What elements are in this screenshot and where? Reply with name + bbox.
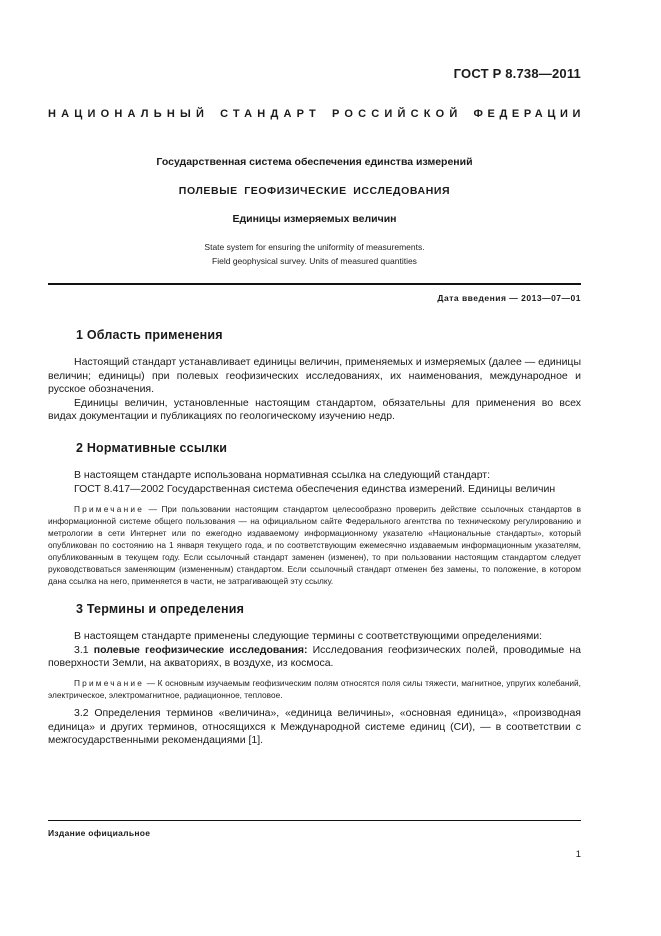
- section-heading: 2 Нормативные ссылки: [76, 440, 228, 455]
- term-definition: [48, 644, 581, 671]
- term-name: полевые геофизические исследования:: [93, 643, 308, 656]
- note-text: — К основным изучаемым геофизическим полям относятся поля силы тяжести, магнитное, упругих колебаний, электрическое, электромагнитное, радиационное, тепловое.: [48, 677, 581, 700]
- english-title-line-2: Field geophysical survey. Units of measured quantities: [212, 256, 417, 266]
- note-label: Примечание: [74, 677, 145, 688]
- english-title-line-1: State system for ensuring the uniformity of measurements.: [204, 242, 425, 252]
- introduction-date: Дата введения — 2013—07—01: [437, 293, 581, 303]
- banner-word: НАЦИОНАЛЬНЫЙ: [48, 108, 210, 120]
- edition-label: Издание официальное: [48, 828, 151, 838]
- title-divider: [48, 283, 581, 285]
- section-heading: 3 Термины и определения: [76, 602, 245, 617]
- sub-title: Единицы измеряемых величин: [232, 213, 397, 225]
- document-code: ГОСТ Р 8.738—2011: [453, 66, 581, 81]
- paragraph: Настоящий стандарт устанавливает единицы величин, применяемых и измеряемых (далее — единицы величин; единицы) при полевых геофизических исследованиях, их наименования, международное и русское обозначения.: [48, 356, 581, 396]
- paragraph: 3.2 Определения терминов «величина», «единица величины», «основная единица», «производная единица» и других терминов, относящихся к Международной системе единиц (СИ), — в соответствии с межгосударственными рекомендациями [1].: [48, 706, 581, 747]
- page-number: 1: [575, 849, 581, 860]
- note: [48, 677, 581, 701]
- standard-banner: [48, 108, 585, 120]
- system-title: Государственная система обеспечения единства измерений: [156, 156, 473, 168]
- note: [48, 503, 581, 587]
- paragraph: В настоящем стандарте использована нормативная ссылка на следующий стандарт:: [74, 468, 491, 481]
- document-body: [48, 328, 581, 748]
- note-text: — При пользовании настоящим стандартом целесообразно проверить действие ссылочных стандартов в информационной системе общего пользования — на официальном сайте Федерального агентства по техническому регулированию и метрологии в сети Интернет или по ежегодно издаваемому информационному указателю «Национальные стандарты», который опубликован по состоянию на 1 января текущего года, и по соответствующим ежемесячно издаваемым информационным указателям, опубликованным в текущем году. Если ссылочный стандарт заменен (изменен), то при пользовании настоящим стандартом следует руководствоваться заменяющим (измененным) стандартом. Если ссылочный стандарт отменен без замены, то положение, в котором дана ссылка на него, применяется в части, не затрагивающей эту ссылку.: [48, 504, 581, 587]
- paragraph: В настоящем стандарте применены следующие термины с соответствующими определениями:: [74, 630, 543, 643]
- section-heading: 1 Область применения: [76, 328, 223, 342]
- note-label: Примечание: [74, 504, 145, 515]
- footer-divider: [48, 820, 581, 821]
- term-number: 3.1: [74, 643, 94, 656]
- paragraph: Единицы величин, установленные настоящим стандартом, обязательны для применения во всех видах документации и публикациях по геологическому изучению недр.: [48, 396, 581, 423]
- paragraph: ГОСТ 8.417—2002 Государственная система обеспечения единства измерений. Единицы величин: [74, 482, 556, 495]
- banner-word: СТАНДАРТ: [220, 108, 321, 120]
- banner-word: РОССИЙСКОЙ: [331, 108, 463, 120]
- english-title: [48, 240, 581, 268]
- title-block: [48, 156, 581, 268]
- term-text: Исследования геофизических полей, проводимые на поверхности Земли, на акваториях, в воздухе, из космоса.: [48, 643, 581, 670]
- main-title: ПОЛЕВЫЕ ГЕОФИЗИЧЕСКИЕ ИССЛЕДОВАНИЯ: [178, 185, 451, 197]
- banner-word: ФЕДЕРАЦИИ: [473, 108, 585, 120]
